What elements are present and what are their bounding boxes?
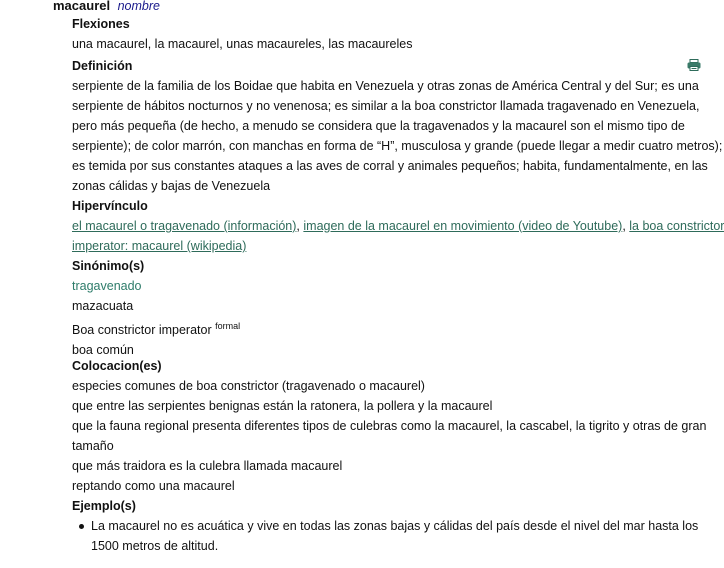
printer-icon[interactable] [687, 59, 701, 71]
hyperlink-line [72, 216, 724, 236]
section-label-definicion: Definición [72, 59, 133, 73]
collocation-item: que entre las serpientes benignas están la ratonera, la pollera y la macaurel [72, 399, 493, 413]
link-wikipedia-part1[interactable]: la boa constrictor [629, 219, 724, 233]
synonym-text: mazacuata [72, 299, 134, 313]
section-definicion [72, 56, 723, 196]
register-label: formal [215, 321, 241, 331]
section-label-ejemplos: Ejemplo(s) [72, 499, 136, 513]
link-separator: , [622, 219, 630, 233]
entry-headline [53, 0, 160, 13]
link-macaurel-info[interactable]: el macaurel o tragavenado (información) [72, 219, 297, 233]
collocation-item: reptando como una macaurel [72, 479, 235, 493]
section-sinonimos [72, 256, 702, 360]
section-label-sinonimos: Sinónimo(s) [72, 259, 145, 273]
hyperlink-line [72, 236, 702, 256]
definition-line: serpiente de hábitos nocturnos y no venenosa; es similar a la boa constrictor llamada tragavenado en Venezuela, [72, 99, 700, 113]
section-label-colocaciones: Colocacion(es) [72, 359, 162, 373]
example-item: La macaurel no es acuática y vive en todas las zonas bajas y cálidas del país desde el nivel del mar hasta los 1500 metros de altitud. [72, 516, 707, 556]
synonym-item[interactable] [72, 276, 702, 296]
collocation-item: tamaño [72, 439, 114, 453]
section-ejemplos [72, 496, 702, 556]
section-hipervinculo [72, 196, 724, 256]
collocation-item: que más traidora es la culebra llamada macaurel [72, 459, 343, 473]
definition-line: pero más pequeña (de hecho, a menudo se considera que la tragavenados y la macaurel son el mismo tipo de [72, 119, 685, 133]
definition-line: es temida por sus constantes ataques a las aves de corral y animales pequeños; habita, fundamentalmente, en las [72, 159, 708, 173]
synonym-item [72, 316, 702, 340]
synonym-text[interactable]: tragavenado [72, 279, 142, 293]
section-label-flexiones: Flexiones [72, 17, 130, 31]
collocation-item: especies comunes de boa constrictor (tragavenado o macaurel) [72, 379, 425, 393]
section-colocaciones [72, 356, 707, 496]
examples-list [72, 516, 702, 556]
link-separator: , [296, 219, 304, 233]
link-youtube-video[interactable]: imagen de la macaurel en movimiento (video de Youtube) [303, 219, 623, 233]
link-wikipedia-part2[interactable]: imperator: macaurel (wikipedia) [72, 239, 247, 253]
flexiones-text: una macaurel, la macaurel, unas macaureles, las macaureles [72, 37, 413, 51]
definition-line: zonas cálidas y bajas de Venezuela [72, 179, 271, 193]
headword: macaurel [53, 0, 111, 13]
section-flexiones [72, 14, 702, 54]
collocation-item: que la fauna regional presenta diferentes tipos de culebras como la macaurel, la cascabel, la tigrito y otras de gran [72, 419, 707, 433]
synonym-item [72, 296, 702, 316]
definition-line: serpiente); de color marrón, con manchas en forma de “H”, musculosa y grande (puede llegar a medir cuatro metros); [72, 139, 723, 153]
synonym-text: boa común [72, 343, 134, 358]
section-label-hipervinculo: Hipervínculo [72, 199, 148, 213]
part-of-speech: nombre [117, 0, 160, 13]
synonym-text: Boa constrictor imperator [72, 323, 212, 338]
definition-line: serpiente de la familia de los Boidae que habita en Venezuela y otras zonas de América Central y del Sur; es una [72, 79, 699, 93]
